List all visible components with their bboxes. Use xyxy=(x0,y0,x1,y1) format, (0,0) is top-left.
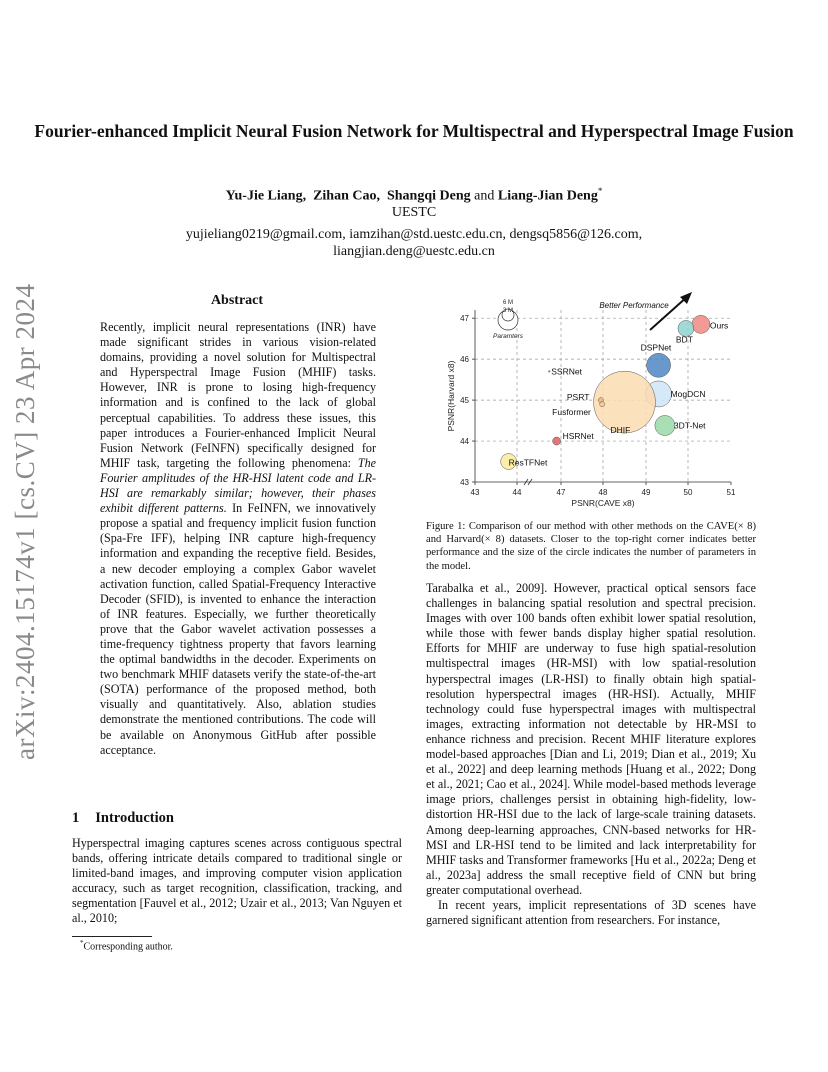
affiliation: UESTC xyxy=(391,205,437,220)
footnote-rule xyxy=(72,936,152,937)
intro-body: Hyperspectral imaging captures scenes across contiguous spectral bands, offering intricate details compared to traditional single or limited-band images, and improving computer vision application accuracy, such as target recognition, classification, tracking, and segmentation [Fauvel et al., 2012; Uzair et al., 2013; Van Nguyen et al., 2010; xyxy=(72,836,402,926)
point-label: DSPNet xyxy=(640,342,672,353)
author-list xyxy=(0,186,828,205)
size-legend-label: 3 M xyxy=(502,308,514,314)
email-line: yujieliang0219@gmail.com, iamzihan@std.uestc.edu.cn, dengsq5856@126.com, xyxy=(185,227,643,242)
footnote xyxy=(80,939,173,952)
arxiv-stamp: arXiv:2404.15174v1 [cs.CV] 23 Apr 2024 xyxy=(10,283,40,760)
x-tick-label: 43 xyxy=(470,488,480,497)
figure-1-chart xyxy=(440,290,760,512)
section-heading-introduction xyxy=(72,810,174,827)
chart-extras xyxy=(493,292,692,340)
author-separator: , xyxy=(376,188,380,204)
point-label: DHIF xyxy=(610,425,631,436)
data-point xyxy=(692,315,710,333)
point-label: Fusformer xyxy=(552,407,591,418)
abstract-text: In FeINFN, we innovatively propose a spatial and frequency implicit fusion function (Spa-Fre IFF), helping INR capture high-frequency information and expanding the receptive field. Besides, a new decoder employing a complex Gabor wavelet activation function, called Spatial-Frequency Interactive Decoder (SFID), is invented to enhance the interaction of INR features. Especially, we further theoretically prove that the Gabor wavelet activation possesses a time-frequency tightness property that favors learning the optimal bandwidths in the decoder. Experiments on two benchmark MHIF datasets verify the state-of-the-art (SOTA) performance of the proposed method, both visually and quantitatively. Also, ablation studies demonstrate the mentioned contributions. The code will be available on Anonymous GitHub after possible acceptance. xyxy=(100,501,376,757)
paper-title: Fourier-enhanced Implicit Neural Fusion Network for Multispectral and Hyperspectral Image Fusion xyxy=(34,121,794,141)
x-axis-label: PSNR(CAVE x8) xyxy=(571,498,635,508)
abstract-heading: Abstract xyxy=(210,293,264,308)
author-name: Shangqi Deng xyxy=(386,188,471,204)
author-name: Liang-Jian Deng xyxy=(497,188,598,204)
corresponding-mark: * xyxy=(597,186,603,196)
point-label: Ours xyxy=(709,320,729,331)
footnote-mark: * xyxy=(80,939,84,947)
x-tick-label: 51 xyxy=(726,488,736,497)
abstract-emphasis: The Fourier amplitudes of the HR-HSI latent code and LR-HSI are remarkably similar; however, their phases exhibit different patterns. xyxy=(100,455,376,516)
section-number: 1 xyxy=(72,810,80,826)
data-point xyxy=(647,353,671,377)
x-tick-label: 48 xyxy=(598,488,608,497)
paragraph: Tarabalka et al., 2009]. However, practical optical sensors face challenges in balancing spatial resolution and spectral precision. Images with over 100 bands often exhibit lower spatial resolution, while those with fewer bands display higher spatial resolution. Efforts for MHIF are underway to fuse high spatial-resolution multispectral images (HR-MSI) with low spatial-resolution hyperspectral images (LR-HSI) to finally obtain high spatial-resolution hyperspectral images (HR-HSI). Actually, MHIF technology could fuse hyperspectral images with multispectral images, extracting information not detectable by HR-MSI to enhance richness and precision. Recent MHIF literature explores model-based approaches [Dian and Li, 2019; Dian et al., 2019; Xu et al., 2022] and deep learning methods [Huang et al., 2022; Dong et al., 2021; Cao et al., 2024]. While model-based methods leverage image priors, challenges persist in obtaining high-fidelity, low-distortion HR-HSI due to the lack of large-scale training datasets. Among deep-learning approaches, CNN-based networks for HR-MSI and LR-HSI tend to be limited and lack interpretability for MHIF tasks and Transformer frameworks [Hu et al., 2022a; Deng et al., 2023a] address the small receptive field of CNN but bring greater computational overhead. xyxy=(426,581,756,897)
section-title: Introduction xyxy=(95,810,174,826)
x-tick-label: 44 xyxy=(512,488,522,497)
point-label: PSRT xyxy=(566,392,590,403)
x-tick-label: 49 xyxy=(641,488,651,497)
figure-caption: Figure 1: Comparison of our method with other methods on the CAVE(× 8) and Harvard(× 8) datasets. Closer to the top-right corner indicates better performance and the size of the circle indicates the number of parameters in the model. xyxy=(426,521,756,572)
point-label: SSRNet xyxy=(551,366,582,377)
y-tick-label: 43 xyxy=(460,478,469,487)
author-name: Zihan Cao xyxy=(313,188,377,204)
author-separator: , xyxy=(302,188,307,204)
footnote-text: Corresponding author. xyxy=(83,941,173,953)
author-emails xyxy=(0,226,828,260)
y-axis-label: PSNR(Harvard x8) xyxy=(446,360,456,432)
abstract-text: Recently, implicit neural representations (INR) have made significant strides in various vision-related domains, providing a novel solution for Multispectral and Hyperspectral Image Fusion (MHIF) tasks. However, INR is prone to losing high-frequency information and is confined to the lack of global perceptual capabilities. To address these issues, this paper introduces a Fourier-enhanced Implicit Neural Fusion Network (FeINFN) specifically designed for MHIF task, targeting the following phenomena: xyxy=(100,320,376,470)
point-label: 3DT-Net xyxy=(673,420,706,431)
x-tick-label: 50 xyxy=(683,488,693,497)
abstract-body xyxy=(100,320,376,758)
email-line: liangjian.deng@uestc.edu.cn xyxy=(333,244,495,259)
size-legend-label: 6 M xyxy=(502,300,514,306)
performance-annotation: Better Performance xyxy=(599,301,669,310)
right-column-body xyxy=(426,581,756,928)
size-legend-caption: Paramters xyxy=(493,333,523,340)
point-label: MogDCN xyxy=(670,388,706,399)
point-label: HSRNet xyxy=(562,431,594,442)
point-label: BDT xyxy=(675,334,693,345)
data-point xyxy=(553,437,561,445)
author-name: Yu-Jie Liang xyxy=(225,188,303,204)
data-point xyxy=(655,415,675,435)
y-tick-label: 46 xyxy=(460,355,469,365)
y-tick-label: 44 xyxy=(460,437,469,447)
data-point xyxy=(600,402,605,407)
point-label: ResTFNet xyxy=(508,457,548,468)
x-tick-label: 47 xyxy=(556,488,566,497)
y-tick-label: 45 xyxy=(460,396,469,406)
author-and: and xyxy=(474,188,495,204)
paragraph: In recent years, implicit representations of 3D scenes have garnered significant attention from researchers. For instance, xyxy=(426,897,756,928)
data-point xyxy=(548,370,550,372)
y-tick-label: 47 xyxy=(460,314,469,324)
